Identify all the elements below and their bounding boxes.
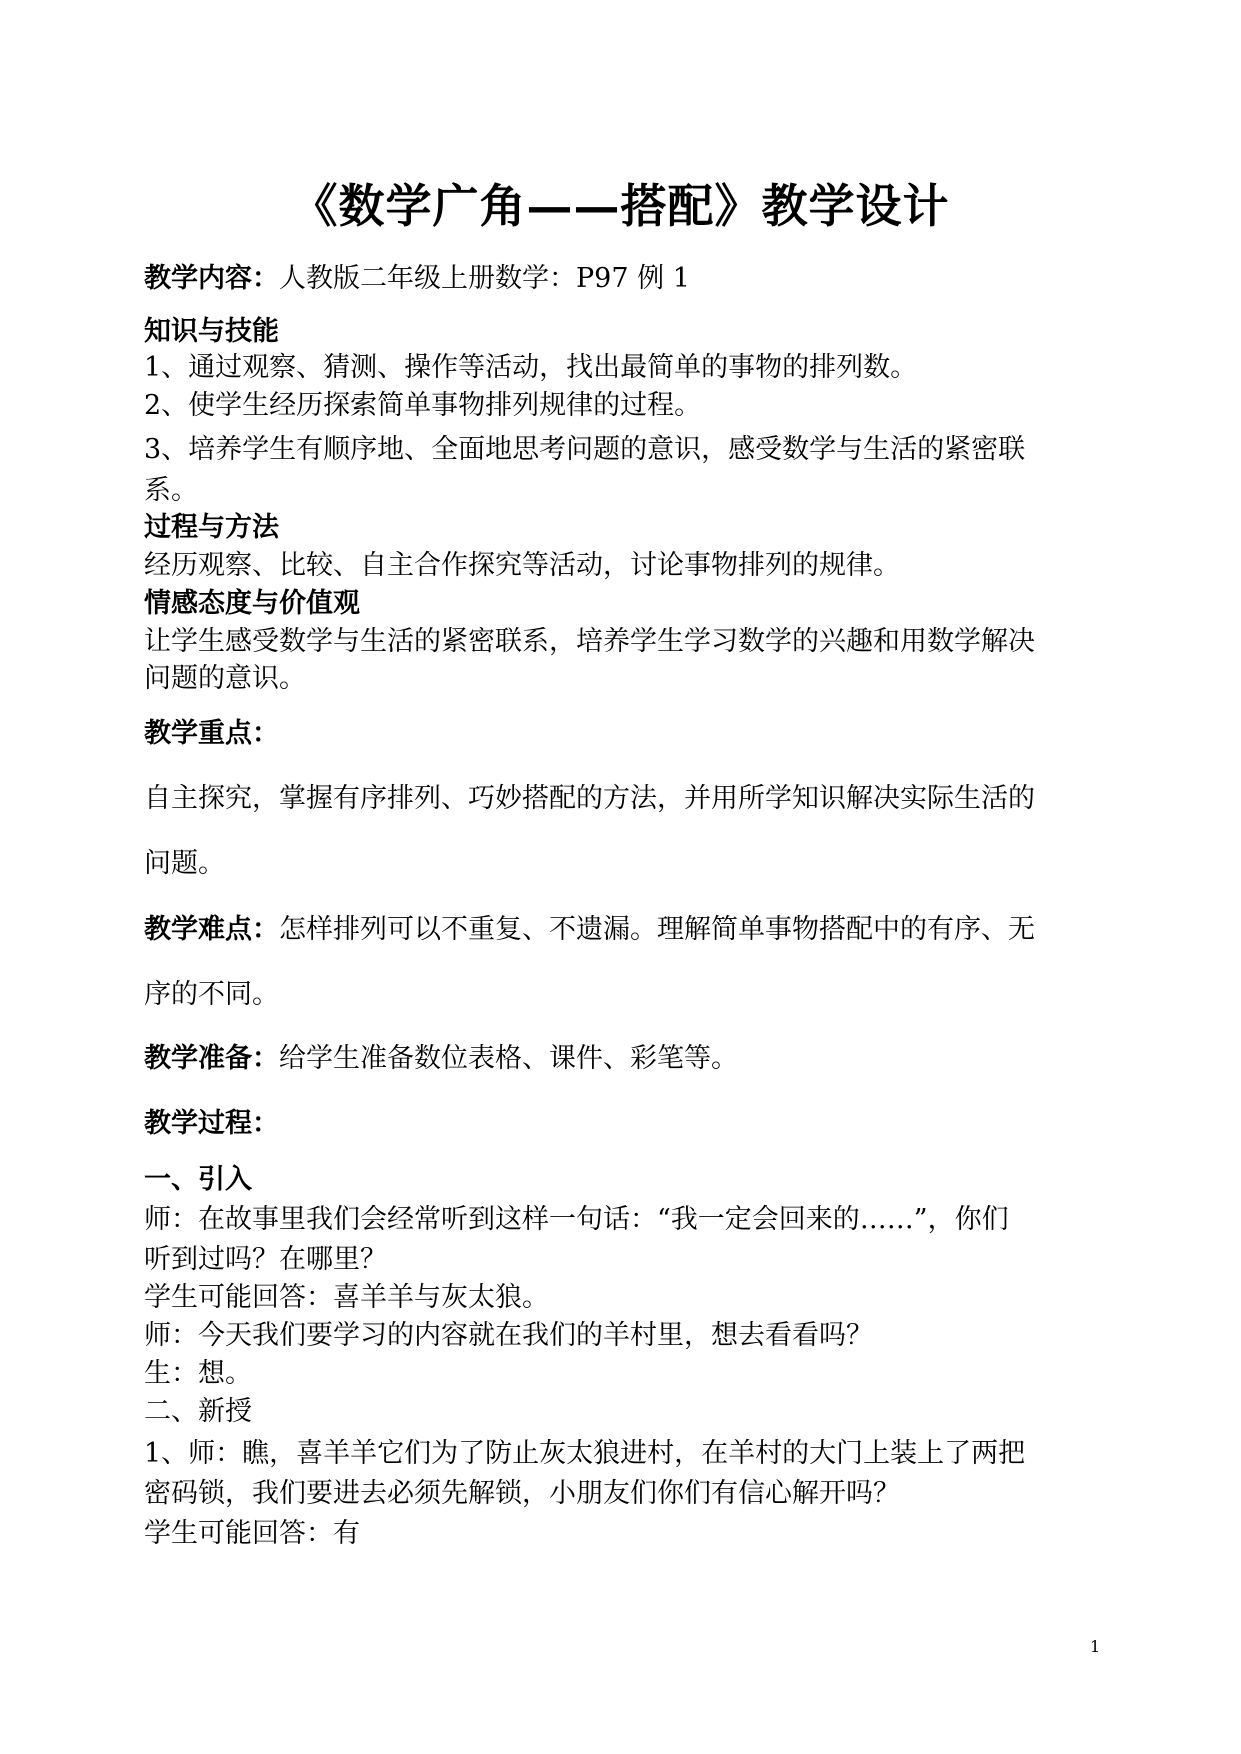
procedure-line: 生：想。	[144, 1358, 252, 1389]
emotion-text-line: 让学生感受数学与生活的紧密联系，培养学生学习数学的兴趣和用数学解决	[144, 626, 1035, 657]
knowledge-item: 系。	[144, 475, 198, 506]
page-number: 1	[1090, 1637, 1101, 1656]
preparation-text: 给学生准备数位表格、课件、彩笔等。	[279, 1043, 738, 1074]
section-intro-heading: 一、引入	[144, 1164, 252, 1195]
emotion-heading: 情感态度与价值观	[144, 588, 360, 619]
key-points-text-line: 问题。	[144, 848, 225, 879]
key-points-text-line: 自主探究，掌握有序排列、巧妙搭配的方法，并用所学知识解决实际生活的	[144, 783, 1035, 814]
procedure-line: 二、新授	[144, 1396, 252, 1427]
document-title: 《数学广角——搭配》教学设计	[291, 179, 950, 233]
knowledge-heading: 知识与技能	[144, 316, 279, 347]
emotion-text-line: 问题的意识。	[144, 663, 306, 694]
preparation-label: 教学准备：	[144, 1043, 279, 1074]
preparation-line	[144, 1041, 1104, 1077]
process-method-text: 经历观察、比较、自主合作探究等活动，讨论事物排列的规律。	[144, 550, 900, 581]
procedure-line: 学生可能回答：喜羊羊与灰太狼。	[144, 1282, 549, 1313]
key-points-label: 教学重点：	[144, 718, 279, 749]
difficulties-line	[144, 912, 1104, 948]
procedure-label: 教学过程：	[144, 1108, 279, 1139]
knowledge-item: 2、使学生经历探索简单事物排列规律的过程。	[144, 390, 702, 421]
procedure-line: 听到过吗？在哪里？	[144, 1244, 387, 1275]
knowledge-item: 3、培养学生有顺序地、全面地思考问题的意识，感受数学与生活的紧密联	[144, 434, 1026, 465]
teaching-content-label: 教学内容：	[144, 263, 279, 294]
procedure-line: 密码锁，我们要进去必须先解锁，小朋友们你们有信心解开吗？	[144, 1478, 900, 1509]
procedure-line: 师：在故事里我们会经常听到这样一句话：“我一定会回来的……”，你们	[144, 1204, 1009, 1235]
teaching-content-text: 人教版二年级上册数学：P97 例 1	[279, 263, 690, 294]
process-method-heading: 过程与方法	[144, 512, 279, 543]
procedure-line: 师：今天我们要学习的内容就在我们的羊村里，想去看看吗？	[144, 1320, 873, 1351]
difficulties-text-line: 序的不同。	[144, 979, 279, 1010]
difficulties-text: 怎样排列可以不重复、不遗漏。理解简单事物搭配中的有序、无	[279, 914, 1035, 945]
procedure-line: 1、师：瞧，喜羊羊它们为了防止灰太狼进村，在羊村的大门上装上了两把	[144, 1438, 1026, 1469]
procedure-line: 学生可能回答：有	[144, 1518, 360, 1549]
knowledge-item: 1、通过观察、猜测、操作等活动，找出最简单的事物的排列数。	[144, 352, 918, 383]
difficulties-label: 教学难点：	[144, 914, 279, 945]
teaching-content-line	[144, 261, 1104, 297]
